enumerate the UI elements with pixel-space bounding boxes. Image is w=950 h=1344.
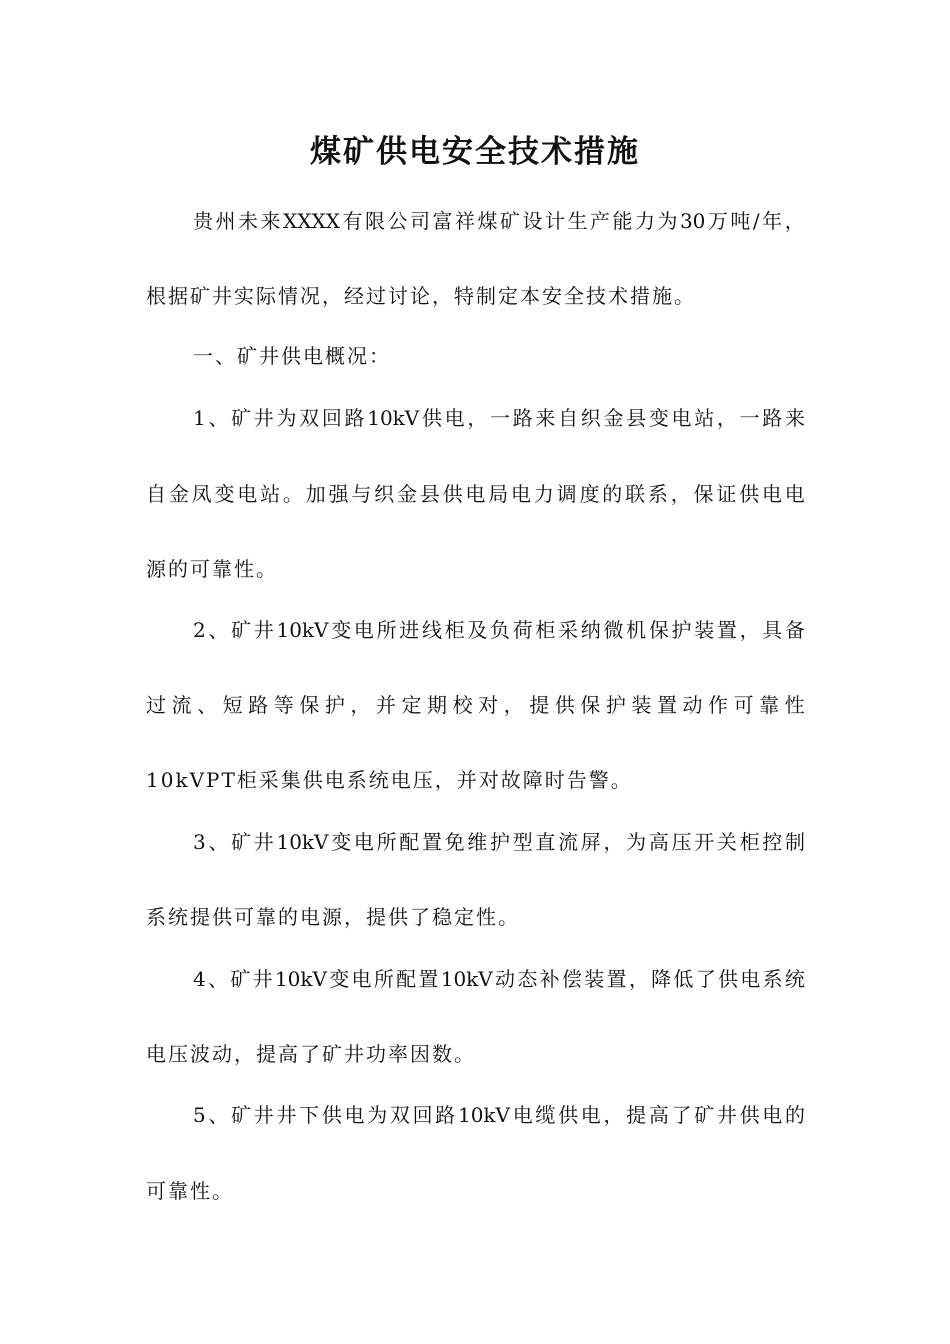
- paragraph-line: 过 流 、 短 路 等 保 护 ， 并 定 期 校 对 ， 提 供 保 护 装 置 动 作 可 靠 性: [146, 693, 805, 717]
- paragraph-line: 1 、 矿 井 为 双 回 路 10kV 供 电 ， 一 路 来 自 织 金 县 变 电 站 ， 一 路 来: [193, 406, 805, 430]
- paragraph-line: 根据矿井实际情况，经过讨论，特制定本安全技术措施。: [146, 284, 696, 308]
- paragraph-line: 系统提供可靠的电源，提供了稳定性。: [146, 905, 520, 929]
- paragraph-line: 电压波动，提高了矿井功率因数。: [146, 1042, 476, 1066]
- paragraph-line: 2 、 矿 井 10kV 变 电 所 进 线 柜 及 负 荷 柜 采 纳 微 机 保 护 装 置 ， 具 备: [193, 618, 805, 642]
- paragraph-line: 贵 州 未 来 XXXX 有 限 公 司 富 祥 煤 矿 设 计 生 产 能 力 为 30 万 吨 / 年 ，: [193, 209, 805, 233]
- paragraph-line: 4 、 矿 井 10kV 变 电 所 配 置 10kV 动 态 补 偿 装 置 ， 降 低 了 供 电 系 统: [193, 967, 805, 991]
- paragraph-line: 10kVPT柜采集供电系统电压，并对故障时告警。: [146, 768, 633, 792]
- paragraph-line: 3 、 矿 井 10kV 变 电 所 配 置 免 维 护 型 直 流 屏 ， 为 高 压 开 关 柜 控 制: [193, 830, 805, 854]
- paragraph-line: 可靠性。: [146, 1179, 234, 1203]
- paragraph-line: 5 、 矿 井 井 下 供 电 为 双 回 路 10kV 电 缆 供 电 ， 提 高 了 矿 井 供 电 的: [193, 1103, 805, 1127]
- paragraph-line: 源的可靠性。: [146, 557, 278, 581]
- document-title: 煤矿供电安全技术措施: [310, 134, 640, 170]
- section-heading: 一、矿井供电概况：: [193, 344, 391, 368]
- paragraph-line: 自 金 凤 变 电 站 。 加 强 与 织 金 县 供 电 局 电 力 调 度 的 联 系 ， 保 证 供 电 电: [146, 482, 805, 506]
